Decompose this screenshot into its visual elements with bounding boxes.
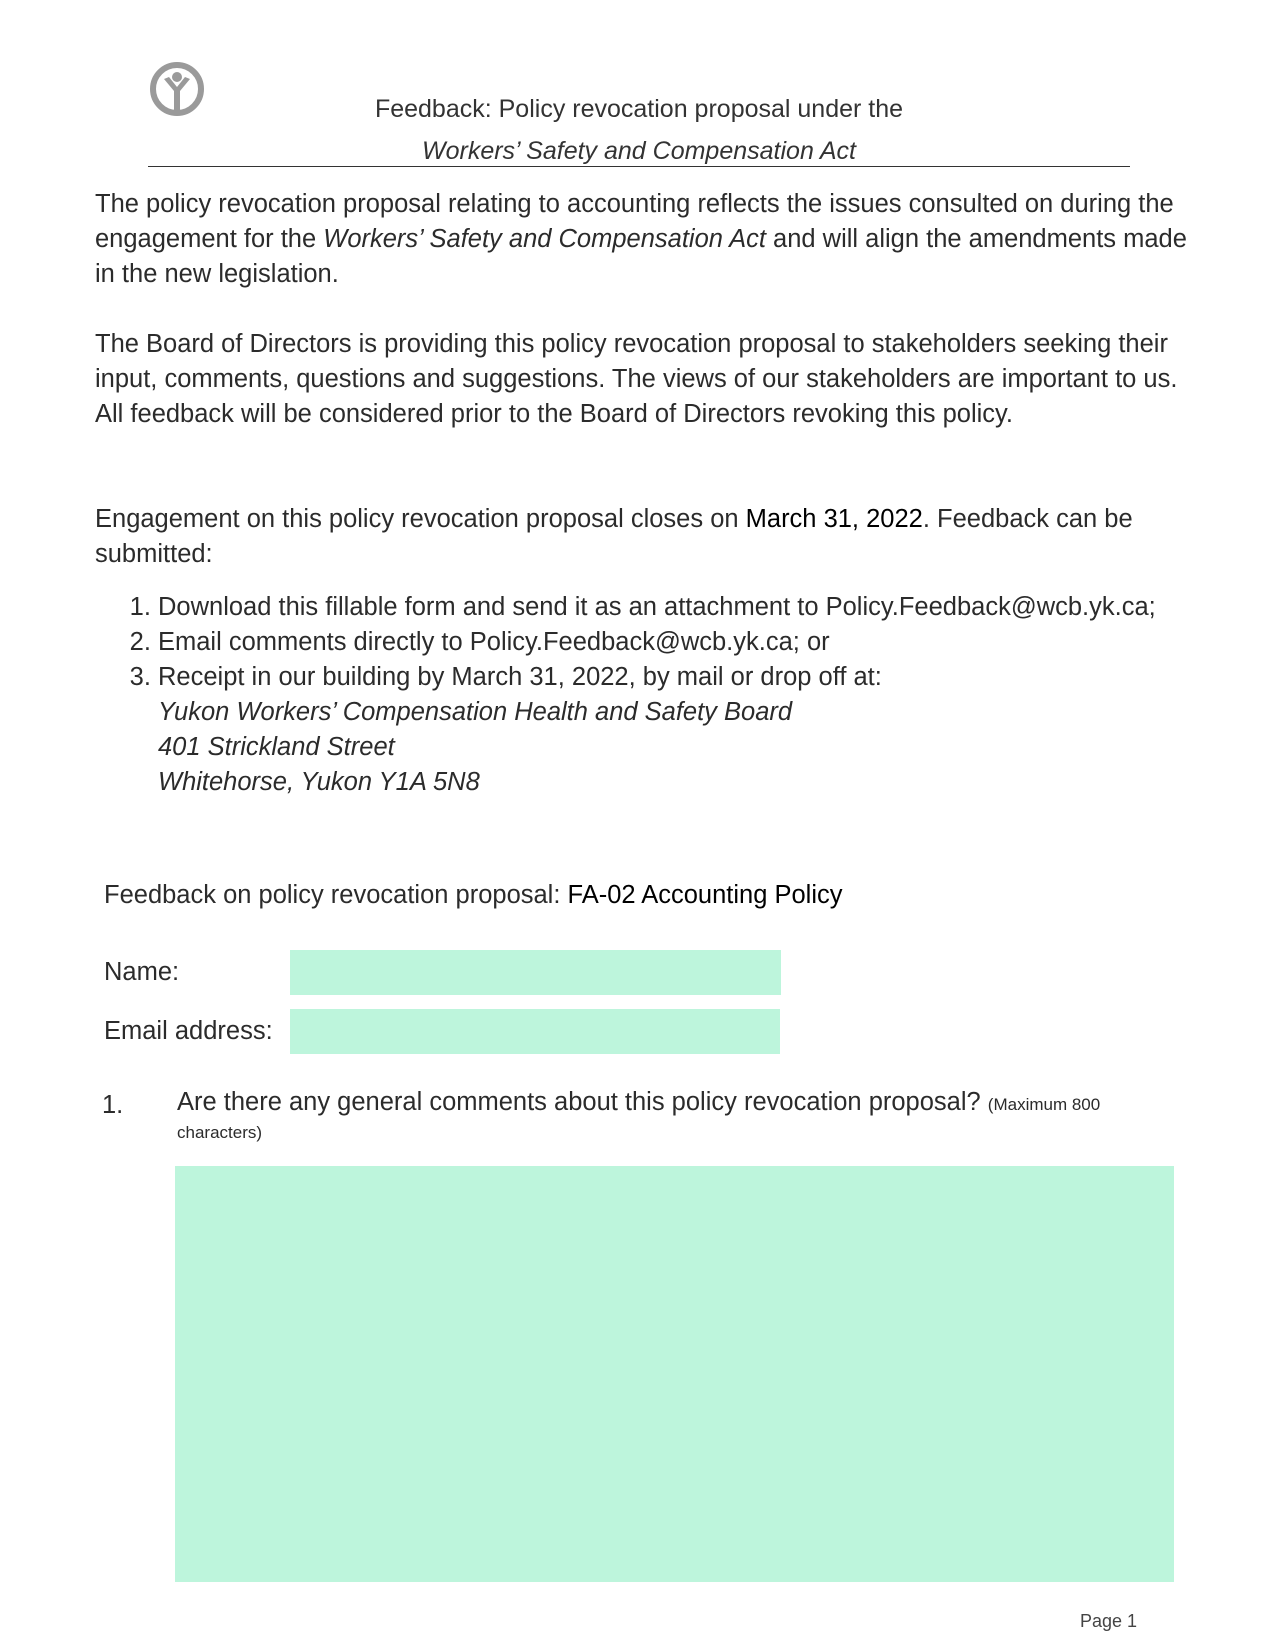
option-item: 2. Email comments directly to Policy.Feedback@wcb.yk.ca; or — [158, 625, 1208, 660]
email-label: Email address: — [104, 1017, 273, 1045]
address-line-1: Yukon Workers’ Compensation Health and Safety Board — [158, 698, 793, 726]
option-item: 1. Download this fillable form and send it as an attachment to Policy.Feedback@wcb.yk.ca; — [158, 590, 1208, 625]
document-title — [148, 88, 1130, 172]
feedback-heading-text: Feedback on policy revocation proposal: — [104, 881, 568, 909]
title-line-1: Feedback: Policy revocation proposal under the — [374, 95, 904, 123]
intro-p3-text: Engagement on this policy revocation proposal closes on — [95, 505, 746, 533]
email-input[interactable] — [290, 1009, 780, 1054]
address-line-3: Whitehorse, Yukon Y1A 5N8 — [158, 768, 480, 796]
name-input[interactable] — [290, 950, 781, 995]
option-item-text: Receipt in our building by March 31, 2022, by mail or drop off at: — [158, 663, 882, 691]
intro-p1-text: The policy revocation proposal relating to accounting reflects the issues consulted on during the engagement for the — [95, 190, 1174, 253]
general-comments-textarea[interactable] — [175, 1166, 1174, 1582]
title-line-2: Workers’ Safety and Compensation Act — [422, 137, 856, 165]
address-line-2: 401 Strickland Street — [158, 733, 395, 761]
title-divider — [148, 166, 1130, 167]
intro-paragraph-2: The Board of Directors is providing this policy revocation proposal to stakeholders seeking their input, comments, questions and suggestions. The views of our stakeholders are important to us. All feedback will be considered prior to the Board of Directors revoking this policy. — [95, 330, 1178, 428]
page-number: Page 1 — [1080, 1611, 1138, 1631]
intro-paragraph-3 — [95, 502, 1195, 572]
question-1-text: Are there any general comments about this policy revocation proposal? — [177, 1088, 981, 1116]
intro-paragraph-1 — [95, 187, 1195, 292]
option-item — [158, 660, 1208, 800]
question-1-note: (Maximum 800 characters) — [177, 1095, 1101, 1142]
submission-options-list — [95, 590, 1208, 800]
name-label: Name: — [104, 958, 180, 986]
question-1-number: 1. — [102, 1091, 124, 1119]
act-name: Workers’ Safety and Compensation Act — [323, 225, 766, 253]
policy-name: FA-02 Accounting Policy — [567, 881, 843, 909]
closing-date: March 31, 2022 — [745, 505, 923, 533]
feedback-heading — [104, 878, 843, 913]
question-1-prompt — [177, 1088, 1177, 1144]
intro-p3-text-end: . Feedback can be submitted: — [95, 505, 1133, 568]
intro-p1-text-end: and will align the amendments made in the new legislation. — [95, 225, 1187, 288]
